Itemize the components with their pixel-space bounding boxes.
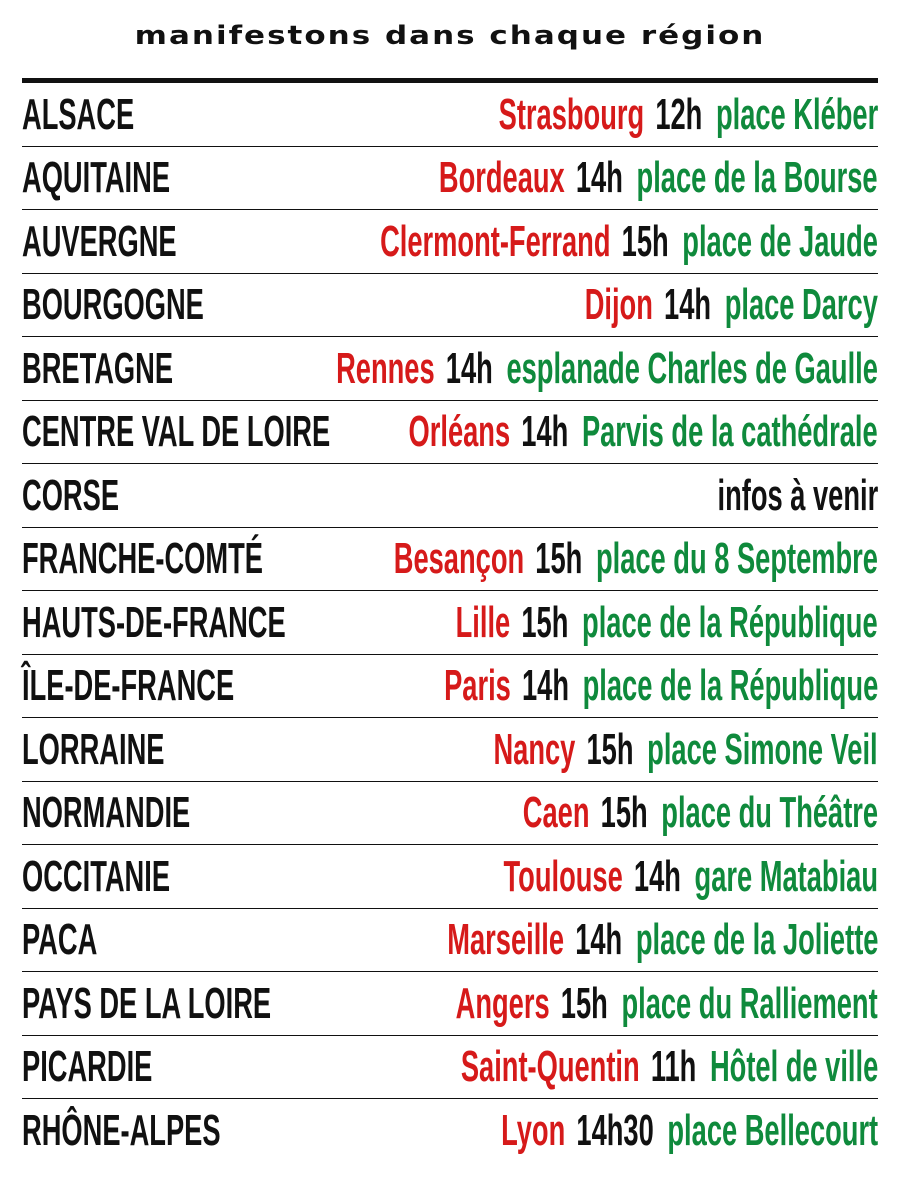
meeting-place: place de la Bourse [636,153,878,202]
region-name: NORMANDIE [22,788,191,837]
region-name: ALSACE [22,89,135,139]
city-name: Besançon [393,534,525,583]
list-item [22,401,878,465]
event-time: 14h [664,280,712,329]
region-name: HAUTS-DE-FRANCE [22,597,286,647]
event-time: 14h [445,343,493,393]
list-item [22,464,878,528]
meeting-place: place Simone Veil [647,724,878,774]
meeting-place: place de Jaude [682,216,878,266]
city-name: Toulouse [503,851,623,901]
info-text: infos à venir [717,470,878,520]
event-time: 14h30 [576,1106,654,1155]
event-time: 15h [600,788,648,837]
region-name: BRETAGNE [22,343,174,393]
city-name: Orléans [408,407,511,456]
city-name: Strasbourg [498,89,644,139]
meeting-place: place de la Joliette [635,915,878,964]
city-name: Paris [443,661,511,710]
city-name: Lille [456,597,511,647]
city-name: Lyon [500,1106,566,1155]
meeting-place: place du Théâtre [661,788,878,837]
meeting-place: place Bellecourt [667,1106,878,1155]
meeting-place: place du Ralliement [621,978,878,1028]
region-name: AQUITAINE [22,153,171,202]
list-item [22,1036,878,1100]
list-item [22,147,878,211]
list-item [22,655,878,719]
city-name: Saint-Quentin [460,1042,640,1091]
city-name: Caen [522,788,590,837]
list-item [22,909,878,973]
region-name: BOURGOGNE [22,280,204,329]
city-name: Angers [455,978,550,1028]
list-item [22,83,878,147]
event-time: 15h [621,216,669,266]
meeting-place: place Kléber [715,89,878,139]
list-item [22,274,878,338]
city-name: Nancy [493,724,576,774]
region-name: RHÔNE-ALPES [22,1106,221,1155]
event-time: 14h [521,407,569,456]
region-name: OCCITANIE [22,851,171,901]
meeting-place: esplanade Charles de Gaulle [506,343,878,393]
list-item [22,845,878,909]
meeting-place: place de la République [582,597,878,647]
event-time: 14h [521,661,569,710]
event-time: 15h [561,978,609,1028]
region-name: FRANCHE-COMTÉ [22,534,263,583]
region-list [22,83,878,1163]
event-time: 11h [650,1042,697,1091]
city-name: Rennes [336,343,435,393]
region-name: PICARDIE [22,1042,153,1091]
region-name: CENTRE VAL DE LOIRE [22,407,331,456]
list-item [22,718,878,782]
city-name: Marseille [446,915,564,964]
city-name: Clermont-Ferrand [380,216,611,266]
list-item [22,337,878,401]
page-title: manifestons dans chaque région [134,21,766,51]
region-name: PACA [22,915,98,964]
city-name: Dijon [584,280,654,329]
list-item [22,1099,878,1163]
event-time: 14h [633,851,681,901]
meeting-place: Parvis de la cathédrale [582,407,878,456]
list-item [22,782,878,846]
region-name: LORRAINE [22,724,165,774]
event-time: 15h [586,724,634,774]
event-time: 15h [535,534,583,583]
list-item [22,972,878,1036]
meeting-place: place de la République [582,661,878,710]
event-time: 15h [521,597,569,647]
meeting-place: place du 8 Septembre [596,534,878,583]
meeting-place: place Darcy [724,280,878,329]
list-item [22,528,878,592]
event-time: 12h [655,89,703,139]
list-item [22,210,878,274]
event-time: 14h [576,153,624,202]
event-time: 14h [574,915,622,964]
region-name: AUVERGNE [22,216,177,266]
list-item [22,591,878,655]
city-name: Bordeaux [439,153,566,202]
meeting-place: Hôtel de ville [709,1042,878,1091]
region-name: ÎLE-DE-FRANCE [22,661,235,710]
region-name: PAYS DE LA LOIRE [22,978,272,1028]
region-name: CORSE [22,470,120,520]
meeting-place: gare Matabiau [694,851,878,901]
